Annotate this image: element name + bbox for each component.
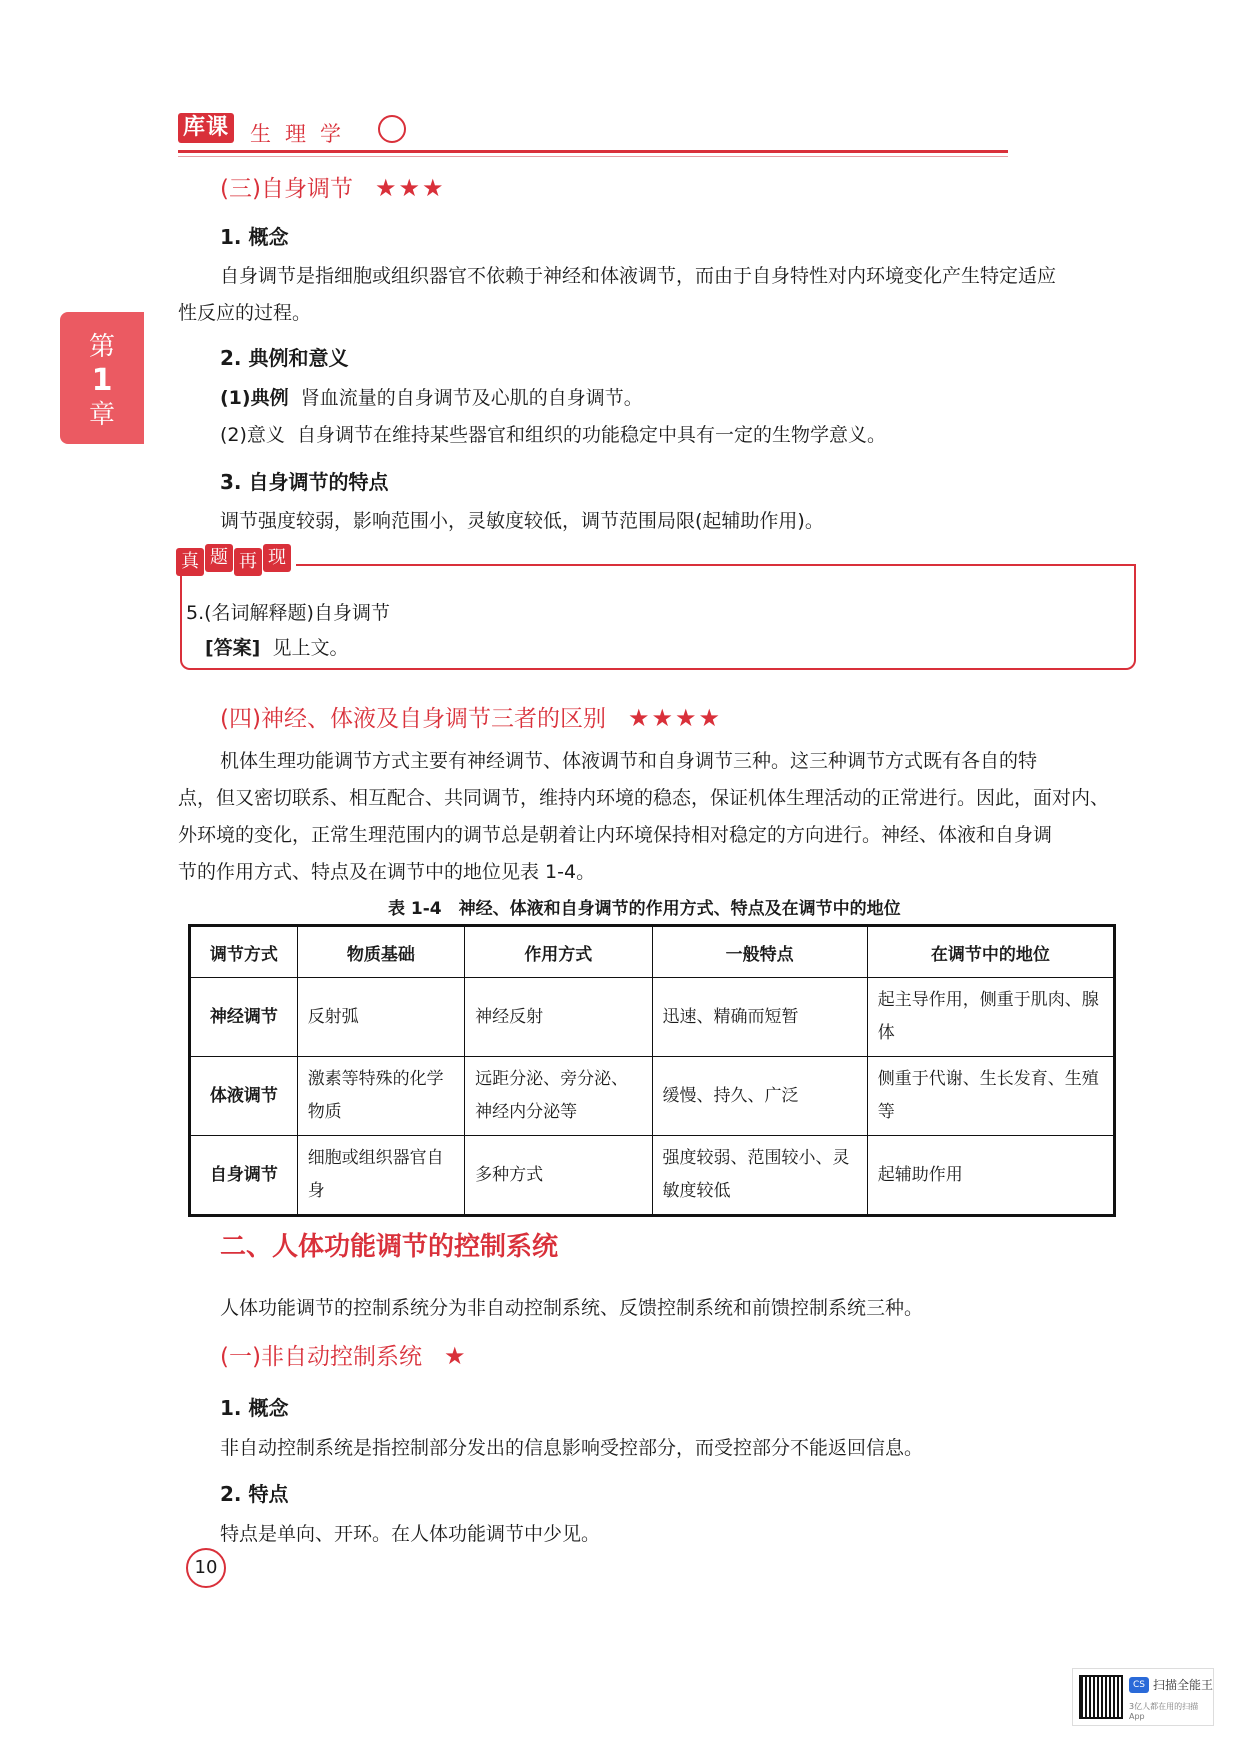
table-cell: 侧重于代谢、生长发育、生殖等 [867, 1057, 1114, 1136]
meaning-line [220, 417, 886, 454]
concept-heading: 1. 概念 [220, 1396, 289, 1420]
chapter-number: 1 [91, 363, 113, 398]
table-header-cell: 在调节中的地位 [867, 926, 1114, 978]
comparison-table [188, 924, 1116, 1217]
example-line [220, 380, 643, 417]
exam-question: 5.(名词解释题)自身调节 [186, 602, 390, 624]
features-text: 特点是单向、开环。在人体功能调节中少见。 [220, 1523, 601, 1545]
table-header-row [190, 926, 1115, 978]
section-heading-text: (四)神经、体液及自身调节三者的区别 [220, 706, 606, 732]
meaning-text: 自身调节在维持某些器官和组织的功能稳定中具有一定的生物学意义。 [297, 424, 887, 446]
exam-answer-text: 见上文。 [272, 637, 349, 659]
meaning-label: (2)意义 [220, 424, 285, 446]
table-cell: 起主导作用，侧重于肌肉、腺体 [867, 978, 1114, 1057]
concept-text: 非自动控制系统是指控制部分发出的信息影响受控部分，而受控部分不能返回信息。 [220, 1437, 924, 1459]
table-cell: 反射弧 [297, 978, 464, 1057]
publisher-logo: 库课 [178, 113, 234, 143]
part2-intro: 人体功能调节的控制系统分为非自动控制系统、反馈控制系统和前馈控制系统三种。 [220, 1297, 924, 1319]
importance-stars: ★ [443, 1342, 468, 1370]
qr-code-icon [1079, 1675, 1123, 1719]
section4-paragraph-line2: 点，但又密切联系、相互配合、共同调节，维持内环境的稳态，保证机体生理活动的正常进行。因此，面对内、 [178, 787, 1110, 809]
table-cell: 神经反射 [465, 978, 652, 1057]
header-circle-icon [378, 115, 406, 143]
table-cell: 迅速、精确而短暂 [652, 978, 867, 1057]
scanner-logo-icon: CS [1129, 1677, 1149, 1693]
importance-stars: ★★★ [374, 174, 446, 202]
concept-text-line1: 自身调节是指细胞或组织器官不依赖于神经和体液调节，而由于自身特性对内环境变化产生特定适应 [220, 265, 1057, 287]
table-cell: 自身调节 [190, 1136, 298, 1216]
table-cell: 神经调节 [190, 978, 298, 1057]
table-cell: 细胞或组织器官自身 [297, 1136, 464, 1216]
part-heading: 二、人体功能调节的控制系统 [220, 1232, 559, 1262]
exam-label-char: 题 [205, 544, 233, 572]
exam-answer [205, 630, 348, 667]
exam-label-char: 再 [234, 548, 262, 576]
table-header-cell: 物质基础 [297, 926, 464, 978]
features-heading: 3. 自身调节的特点 [220, 470, 389, 494]
features-text: 调节强度较弱，影响范围小，灵敏度较低，调节范围局限(起辅助作用)。 [220, 510, 824, 532]
table-cell: 起辅助作用 [867, 1136, 1114, 1216]
chapter-tab [60, 312, 144, 444]
page-number: 10 [186, 1548, 226, 1588]
book-subject-title: 生理学 [250, 122, 355, 146]
table-row [190, 1136, 1115, 1216]
header-divider [178, 150, 1008, 153]
example-label: (1)典例 [220, 387, 289, 409]
table-header-cell: 调节方式 [190, 926, 298, 978]
table-row [190, 978, 1115, 1057]
concept-text-line2: 性反应的过程。 [178, 302, 312, 324]
section4-paragraph-line4: 节的作用方式、特点及在调节中的地位见表 1-4。 [178, 861, 596, 883]
section-heading [220, 700, 722, 733]
table-header-cell: 作用方式 [465, 926, 652, 978]
importance-stars: ★★★★ [627, 704, 723, 732]
table-header-cell: 一般特点 [652, 926, 867, 978]
features-heading: 2. 特点 [220, 1482, 289, 1506]
chapter-tab-suffix: 章 [88, 400, 115, 430]
table-cell: 缓慢、持久、广泛 [652, 1057, 867, 1136]
exam-answer-label: [答案] [205, 637, 261, 659]
section-heading [220, 170, 446, 203]
watermark-title: 扫描全能王 [1153, 1678, 1214, 1692]
header-divider-thin [178, 156, 1008, 157]
section-heading [220, 1338, 467, 1371]
scanner-watermark [1072, 1668, 1214, 1726]
table-cell: 体液调节 [190, 1057, 298, 1136]
table-cell: 远距分泌、旁分泌、神经内分泌等 [465, 1057, 652, 1136]
section4-paragraph-line1: 机体生理功能调节方式主要有神经调节、体液调节和自身调节三种。这三种调节方式既有各自的特 [220, 750, 1038, 772]
table-row [190, 1057, 1115, 1136]
table-cell: 多种方式 [465, 1136, 652, 1216]
chapter-tab-prefix: 第 [88, 332, 115, 362]
exam-label-char: 真 [176, 548, 204, 576]
table-caption: 表 1-4 神经、体液和自身调节的作用方式、特点及在调节中的地位 [388, 899, 901, 919]
concept-heading: 1. 概念 [220, 225, 289, 249]
watermark-subtitle: 3亿人都在用的扫描App [1129, 1702, 1199, 1721]
exam-box-label [176, 548, 292, 580]
table-cell: 强度较弱、范围较小、灵敏度较低 [652, 1136, 867, 1216]
section-heading-text: (一)非自动控制系统 [220, 1344, 422, 1370]
examples-heading: 2. 典例和意义 [220, 346, 349, 370]
section4-paragraph-line3: 外环境的变化，正常生理范围内的调节总是朝着让内环境保持相对稳定的方向进行。神经、体液和自身调 [178, 824, 1053, 846]
table-cell: 激素等特殊的化学物质 [297, 1057, 464, 1136]
section-heading-text: (三)自身调节 [220, 176, 353, 202]
exam-label-char: 现 [263, 544, 291, 572]
example-text: 肾血流量的自身调节及心肌的自身调节。 [300, 387, 643, 409]
